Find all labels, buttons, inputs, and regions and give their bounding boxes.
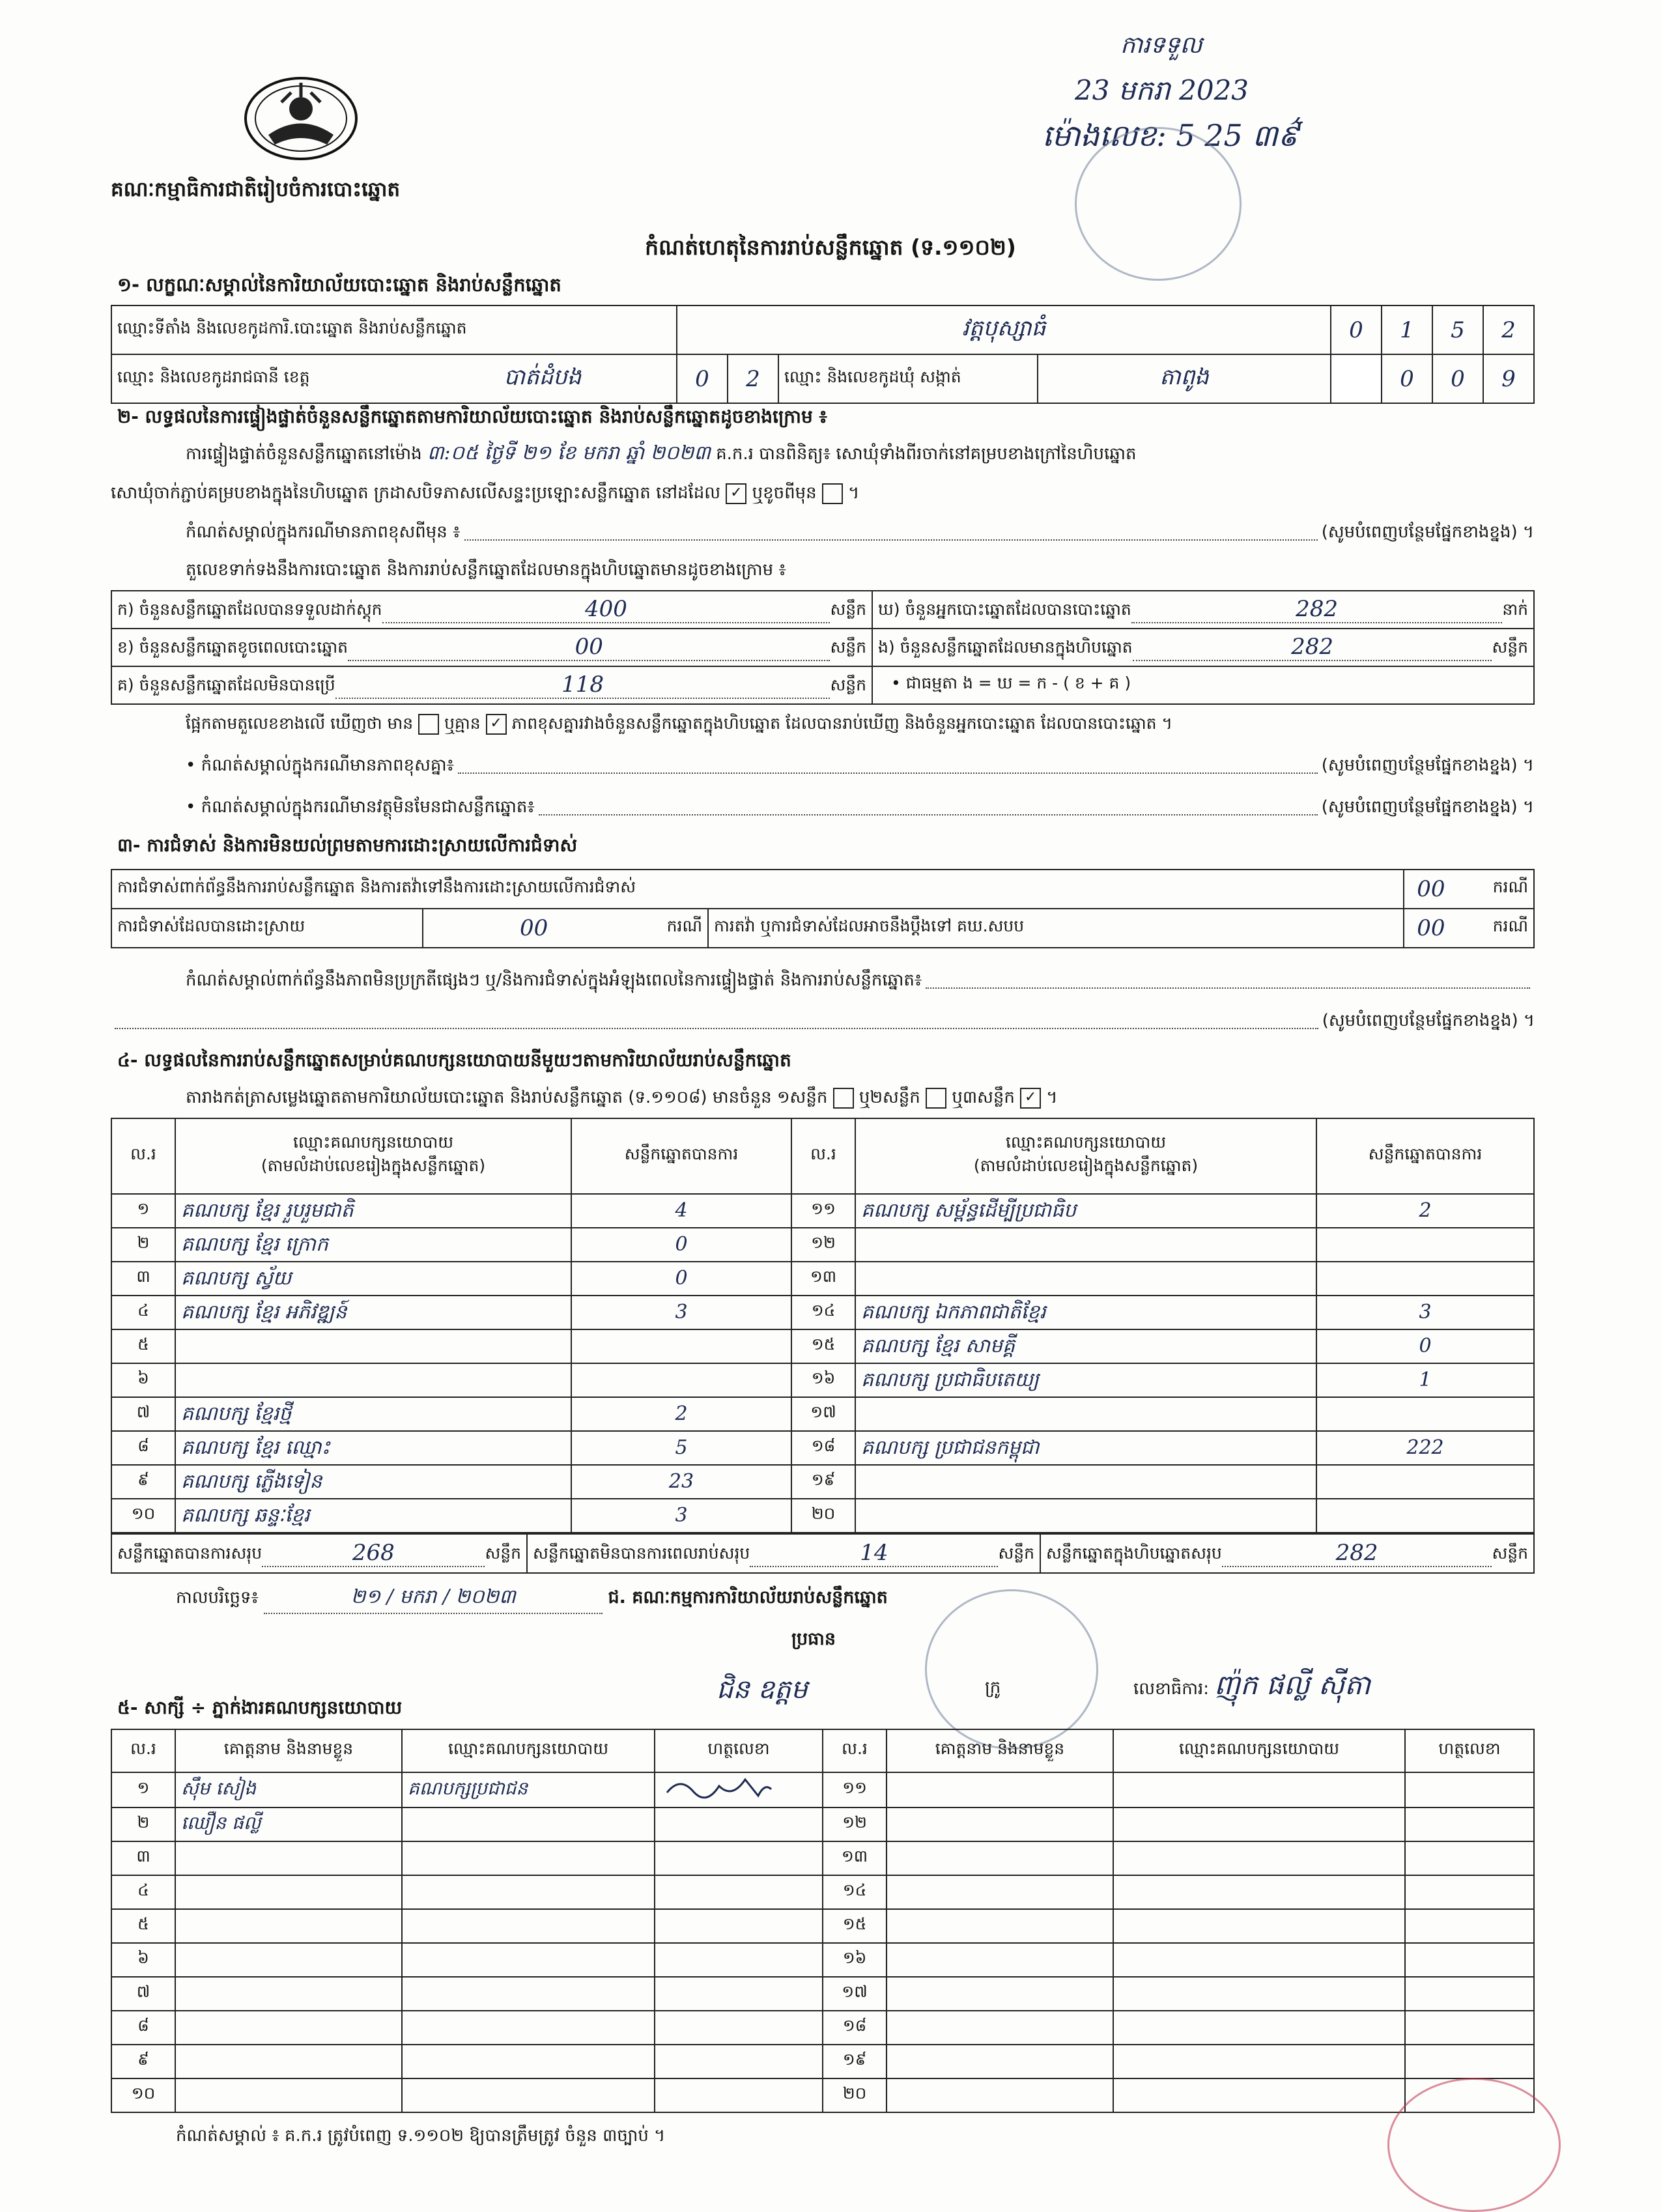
- result-votes: 5: [571, 1431, 791, 1465]
- official-stamp-bottom: [1387, 2078, 1561, 2212]
- result-party: គណបក្ស ស្វ័យ: [175, 1262, 571, 1296]
- result-votes: [1316, 1397, 1534, 1431]
- witness-party: [402, 2011, 655, 2045]
- witness-row: [111, 1909, 1534, 1943]
- resolved-unit: ករណី: [666, 916, 702, 935]
- bullet-2-label: • កំណត់សម្គាល់ក្នុងករណីមានវត្ថុមិនមែនជាសន្លឹកឆ្នោត៖: [186, 797, 535, 817]
- result-no: ៦: [111, 1363, 175, 1397]
- results-row: [111, 1262, 1534, 1296]
- result-no: ១: [111, 1194, 175, 1228]
- witness-party: [1113, 2011, 1405, 2045]
- witness-party: [1113, 1943, 1405, 1977]
- chair-signature: ជិន ឧត្តម: [717, 1675, 808, 1705]
- has-difference-checkbox[interactable]: [418, 714, 439, 735]
- resolved-label: ការជំទាស់ដែលបានដោះស្រាយ: [111, 909, 423, 948]
- witness-party: [402, 1943, 655, 1977]
- result-no: ១៤: [791, 1296, 855, 1329]
- note-1-suffix: (សូមបំពេញបន្ថែមផ្នែកខាងខ្នង) ។: [1321, 522, 1534, 542]
- col-no-right: ល.រ: [791, 1118, 855, 1194]
- witness-no: ១៣: [823, 1841, 887, 1875]
- para-1-handwritten-date: ៣:០៥ ថ្ងៃទី ២១ ខែ មករា ឆ្នាំ ២០២៣: [427, 442, 711, 464]
- section-5-heading: ៥- សាក្សី ÷ ភ្នាក់ងារគណបក្សនយោបាយ: [117, 1697, 403, 1718]
- witness-signature: [655, 1977, 823, 2011]
- date-line: [176, 1584, 888, 1614]
- witness-row: [111, 2078, 1534, 2112]
- witness-signature: [655, 1841, 823, 1875]
- witness-no: ៧: [111, 1977, 175, 2011]
- official-stamp-middle: [925, 1589, 1098, 1750]
- para-1-text-b: គ.ក.រ បានពិនិត្យ៖ សោឃុំទាំងពីរចាក់នៅគម្របខាងក្រៅនៃហិបឆ្នោត: [716, 444, 1137, 464]
- figure-b-label: ខ) ចំនួនសន្លឹកឆ្នោតខូចពេលបោះឆ្នោត: [117, 638, 348, 657]
- witness-signature: [655, 2078, 823, 2112]
- witness-row: [111, 2011, 1534, 2045]
- province-code-2: 2: [728, 354, 778, 403]
- result-no: ១២: [791, 1228, 855, 1262]
- witness-name: [887, 1909, 1113, 1943]
- figure-d-label: ឃ) ចំនួនអ្នកបោះឆ្នោតដែលបានបោះឆ្នោត: [878, 600, 1131, 619]
- witness-signature-mark: [660, 1773, 778, 1803]
- province-code-1: 0: [677, 354, 728, 403]
- commune-name: តាពូង: [1038, 354, 1331, 403]
- witness-name: [887, 1808, 1113, 1841]
- witness-name: [175, 2011, 402, 2045]
- col-party-left: ឈ្មោះគណបក្សនយោបាយ (តាមលំដាប់លេខរៀងក្នុងសន្លឹកឆ្នោត): [175, 1118, 571, 1194]
- witness-col-party-right: ឈ្មោះគណបក្សនយោបាយ: [1113, 1729, 1405, 1772]
- result-no: ៣: [111, 1262, 175, 1296]
- damaged-checkbox[interactable]: [822, 483, 843, 504]
- result-votes: 3: [571, 1499, 791, 1533]
- figure-a-value: 400: [585, 596, 627, 622]
- witness-row: [111, 1808, 1534, 1841]
- result-votes: 0: [571, 1228, 791, 1262]
- witness-no: ៤: [111, 1875, 175, 1909]
- secretary-label: លេខាធិការ:: [1133, 1679, 1210, 1699]
- total-box-unit: សន្លឹក: [1492, 1544, 1528, 1563]
- result-no: ១៥: [791, 1329, 855, 1363]
- witness-party: [402, 1841, 655, 1875]
- result-votes: 1: [1316, 1363, 1534, 1397]
- witness-party: [1113, 1808, 1405, 1841]
- result-votes: 222: [1316, 1431, 1534, 1465]
- section-2-heading: ២- លទ្ធផលនៃការផ្ទៀងផ្ទាត់ចំនួនសន្លឹកឆ្នោតតាមការិយាល័យបោះឆ្នោត និងរាប់សន្លឹកឆ្នោតដូចខាងក្រោម ៖: [117, 406, 827, 427]
- received-time: ម៉ោងលេខ: 5 25 ៣៩៌: [1042, 118, 1299, 153]
- org-name: គណៈកម្មាធិការជាតិរៀបចំការបោះឆ្នោត: [111, 178, 401, 201]
- witness-col-no-left: ល.រ: [111, 1729, 175, 1772]
- figures-table: ក) ចំនួនសន្លឹកឆ្នោតដែលបានទទួលដាក់ស្តុក 400 សន្លឹក ឃ) ចំនួនអ្នកបោះឆ្នោតដែលបានបោះឆ្នោត 282 នាក់ ខ) ចំនួនសន្លឹកឆ្នោតខូចពេលបោះឆ្នោត 00 សន្លឹក ង) ចំនួនសន្លឹកឆ្នោតដែលមានក្នុងហិបឆ្នោត 282 សន្លឹក គ) ចំនួនសន្លឹកឆ្នោតដែលមិនបានប្រើ 118 សន្លឹក • ជាធម្មតា ង = ឃ = ក - ( ខ + គ ): [111, 590, 1535, 705]
- witness-party: [402, 1875, 655, 1909]
- commune-label: ឈ្មោះ និងលេខកូដឃុំ សង្កាត់: [778, 354, 1038, 403]
- witness-no: ៨: [111, 2011, 175, 2045]
- witness-signature: [1405, 1841, 1534, 1875]
- witness-party: [402, 1909, 655, 1943]
- witness-col-sign-left: ហត្ថលេខា: [655, 1729, 823, 1772]
- witness-signature: [655, 2011, 823, 2045]
- witness-signature: [1405, 1909, 1534, 1943]
- irregularity-note-label: កំណត់សម្គាល់ពាក់ព័ន្ធនឹងភាពមិនប្រក្រតីផ្សេងៗ ឬ/និងការជំទាស់ក្នុងអំឡុងពេលនៃការផ្ទៀងផ្ទាត់ និងការរាប់សន្លឹកឆ្នោត៖: [186, 971, 922, 990]
- witness-party: [1113, 1841, 1405, 1875]
- result-votes: [571, 1363, 791, 1397]
- result-party: គណបក្ស ឆន្ទៈខ្មែរ: [175, 1499, 571, 1533]
- footer-note: កំណត់សម្គាល់ ៖ គ.ក.រ ត្រូវបំពេញ ទ.១១០២ ឱ្យបានត្រឹមត្រូវ ចំនួន ៣ច្បាប់ ។: [176, 2126, 666, 2146]
- witness-signature: [655, 1808, 823, 1841]
- figure-d-unit: នាក់: [1502, 600, 1528, 619]
- witness-name: [175, 1841, 402, 1875]
- result-party: គណបក្ស ខ្មែរ ឈ្មោះ: [175, 1431, 571, 1465]
- witness-no: ៩: [111, 2045, 175, 2078]
- figure-e-unit: សន្លឹក: [1492, 638, 1528, 657]
- witness-col-name-left: គោត្តនាម និងនាមខ្លួន: [175, 1729, 402, 1772]
- three-sheets-text: ឬ៣សន្លឹក: [952, 1088, 1015, 1107]
- witness-name: [887, 2045, 1113, 2078]
- total-valid-label: សន្លឹកឆ្នោតបានការសរុប: [117, 1544, 263, 1563]
- result-votes: 0: [1316, 1329, 1534, 1363]
- witness-party: [402, 1977, 655, 2011]
- results-row: [111, 1431, 1534, 1465]
- resolved-value: 00: [520, 915, 548, 941]
- station-name: វត្តបុស្សាធំ: [677, 305, 1331, 354]
- witness-no: ១១: [823, 1772, 887, 1808]
- witness-party: [1113, 1977, 1405, 2011]
- secretary-line: [1133, 1667, 1370, 1708]
- witness-signature: [1405, 2011, 1534, 2045]
- result-votes: 4: [571, 1194, 791, 1228]
- total-invalid-label: សន្លឹកឆ្នោតមិនបានការពេលរាប់សរុប: [533, 1544, 750, 1563]
- section-2-para-2: សោឃុំចាក់ភ្ជាប់គម្របខាងក្នុងនៃហិបឆ្នោត ក្រដាសបិទភាសលើសន្ទះប្រឡោះសន្លឹកឆ្នោត នៅដដែល ✓ ឬខូចពីមុន ។: [111, 483, 860, 503]
- witness-name: [887, 1841, 1113, 1875]
- witness-no: ២០: [823, 2078, 887, 2112]
- result-party: គណបក្ស ខ្មែរ ក្រោក: [175, 1228, 571, 1262]
- witness-no: ១: [111, 1772, 175, 1808]
- witness-col-party-left: ឈ្មោះគណបក្សនយោបាយ: [402, 1729, 655, 1772]
- figure-b-unit: សន្លឹក: [830, 638, 866, 657]
- irregularity-note-line-2: [111, 1010, 1535, 1034]
- witness-party: [1113, 2078, 1405, 2112]
- para-2-text: សោឃុំចាក់ភ្ជាប់គម្របខាងក្នុងនៃហិបឆ្នោត ក្រដាសបិទភាសលើសន្ទះប្រឡោះសន្លឹកឆ្នោត នៅដដែល: [111, 483, 721, 503]
- result-no: ២០: [791, 1499, 855, 1533]
- result-no: ៧: [111, 1397, 175, 1431]
- result-votes: 2: [571, 1397, 791, 1431]
- witness-no: ៦: [111, 1943, 175, 1977]
- result-votes: [1316, 1262, 1534, 1296]
- results-row: [111, 1329, 1534, 1363]
- result-party: គណបក្ស ប្រជាជនកម្ពុជា: [855, 1431, 1316, 1465]
- bullet-1-suffix: (សូមបំពេញបន្ថែមផ្នែកខាងខ្នង) ។: [1321, 756, 1534, 775]
- total-box-label: សន្លឹកឆ្នោតក្នុងហិបឆ្នោតសរុប: [1046, 1544, 1222, 1563]
- station-label: ឈ្មោះទីតាំង និងលេខកូដការិ.បោះឆ្នោត និងរាប់សន្លឹកឆ្នោត: [111, 305, 677, 354]
- col-votes-left: សន្លឹកឆ្នោតបានការ: [571, 1118, 791, 1194]
- total-invalid-value: 14: [860, 1540, 888, 1566]
- witness-party: [1113, 2045, 1405, 2078]
- witness-name: [887, 1772, 1113, 1808]
- result-votes: [1316, 1499, 1534, 1533]
- station-code-1: 0: [1331, 305, 1382, 354]
- witness-signature: [655, 1909, 823, 1943]
- result-party: [855, 1228, 1316, 1262]
- witness-row: [111, 1875, 1534, 1909]
- totals-table: [111, 1533, 1535, 1574]
- results-table: [111, 1118, 1535, 1533]
- witness-row: [111, 2045, 1534, 2078]
- bullet-difference: [186, 754, 1534, 779]
- objection-unit-1: ករណី: [1458, 870, 1534, 909]
- province-label: ឈ្មោះ និងលេខកូដរាជធានី ខេត្ត: [117, 367, 310, 386]
- witness-no: ២: [111, 1808, 175, 1841]
- compare-text-c: ភាពខុសគ្នារវាងចំនួនសន្លឹកឆ្នោតក្នុងហិបឆ្នោត ដែលបានរាប់ឃើញ និងចំនួនអ្នកបោះឆ្នោត ដែលបានបោះឆ្នោត ។: [511, 714, 1172, 733]
- result-no: ៥: [111, 1329, 175, 1363]
- result-party: គណបក្ស ខ្មែរ រួបរួមជាតិ: [175, 1194, 571, 1228]
- compare-text-a: ផ្អែកតាមតួលេខខាងលើ ឃើញថា មាន: [186, 714, 414, 733]
- appeal-value: 00: [1404, 909, 1458, 948]
- appeal-label: ការតវ៉ា ឬការជំទាស់ដែលអាចនឹងប្តឹងទៅ គឃ.សបប: [708, 909, 1404, 948]
- results-row: [111, 1228, 1534, 1262]
- witness-signature: [655, 2045, 823, 2078]
- witness-col-sign-right: ហត្ថលេខា: [1405, 1729, 1534, 1772]
- figure-formula: ជាធម្មតា ង = ឃ = ក - ( ខ + គ ): [905, 674, 1131, 692]
- result-party: គណបក្ស ខ្មែរ អភិវឌ្ឍន៍: [175, 1296, 571, 1329]
- witness-name: [175, 1909, 402, 1943]
- witness-party: [402, 2045, 655, 2078]
- result-no: ១៩: [791, 1465, 855, 1499]
- station-code-3: 5: [1432, 305, 1483, 354]
- witness-row: [111, 1772, 1534, 1808]
- figure-c-label: គ) ចំនួនសន្លឹកឆ្នោតដែលមិនបានប្រើ: [117, 675, 335, 694]
- chair-label: ប្រធាន: [791, 1629, 836, 1649]
- witness-no: ១៤: [823, 1875, 887, 1909]
- witness-name: ស៊ឹម សៀង: [175, 1772, 402, 1808]
- station-code-2: 1: [1382, 305, 1432, 354]
- no-difference-checkbox[interactable]: ✓: [486, 714, 507, 735]
- result-party: [855, 1465, 1316, 1499]
- bullet-non-ballot: [186, 796, 1534, 821]
- objection-value-1: 00: [1404, 870, 1458, 909]
- figure-d-value: 282: [1296, 596, 1338, 622]
- result-votes: 3: [571, 1296, 791, 1329]
- section-1-table: [111, 305, 1535, 404]
- section-1-heading: ១- លក្ខណៈសម្គាល់នៃការិយាល័យបោះឆ្នោត និងរាប់សន្លឹកឆ្នោត: [117, 274, 561, 296]
- witness-signature: [1405, 1772, 1534, 1808]
- tally-sheets-line: តារាងកត់ត្រាសម្លេងឆ្នោតតាមការិយាល័យបោះឆ្នោត និងរាប់សន្លឹកឆ្នោត (ទ.១១០៨) មានចំនួន ១សន្លឹក ឬ២សន្លឹក ឬ៣សន្លឹក ✓ ។: [186, 1088, 1058, 1107]
- witness-no: ១០: [111, 2078, 175, 2112]
- witness-name: [887, 1943, 1113, 1977]
- result-no: ១១: [791, 1194, 855, 1228]
- result-party: គណបក្ស ខ្មែរ សាមគ្គី: [855, 1329, 1316, 1363]
- col-party-right: ឈ្មោះគណបក្សនយោបាយ (តាមលំដាប់លេខរៀងក្នុងសន្លឹកឆ្នោត): [855, 1118, 1316, 1194]
- witness-no: ៥: [111, 1909, 175, 1943]
- witness-party: គណបក្សប្រជាជន: [402, 1772, 655, 1808]
- date-label: កាលបរិច្ឆេទ៖: [176, 1588, 259, 1608]
- result-votes: 23: [571, 1465, 791, 1499]
- figure-e-label: ង) ចំនួនសន្លឹកឆ្នោតដែលមានក្នុងហិបឆ្នោត: [878, 638, 1133, 657]
- witness-name: [175, 2078, 402, 2112]
- result-party: គណបក្ស ភ្លើងទៀន: [175, 1465, 571, 1499]
- result-no: ១៦: [791, 1363, 855, 1397]
- witness-signature: [1405, 2045, 1534, 2078]
- witness-no: ១៩: [823, 2045, 887, 2078]
- witness-name: [887, 1977, 1113, 2011]
- witness-no: ១៧: [823, 1977, 887, 2011]
- total-invalid-unit: សន្លឹក: [998, 1544, 1034, 1563]
- result-party: [855, 1397, 1316, 1431]
- result-party: [175, 1363, 571, 1397]
- note-difference: [186, 521, 1534, 546]
- witness-party: [402, 1808, 655, 1841]
- date-value: ២១ / មករា / ២០២៣: [264, 1584, 603, 1614]
- result-party: [855, 1262, 1316, 1296]
- results-row: [111, 1465, 1534, 1499]
- section-4-heading: ៤- លទ្ធផលនៃការរាប់សន្លឹកឆ្នោតសម្រាប់គណបក្សនយោបាយនីមួយៗតាមការិយាល័យរាប់សន្លឹកឆ្នោត: [117, 1049, 791, 1071]
- received-date: 23 មករា 2023: [1075, 74, 1249, 106]
- commune-code-3: 9: [1483, 354, 1534, 403]
- witness-signature: [655, 1875, 823, 1909]
- result-votes: [1316, 1465, 1534, 1499]
- witness-table: [111, 1729, 1535, 2113]
- two-sheets-checkbox[interactable]: [926, 1088, 946, 1109]
- results-row: [111, 1194, 1534, 1228]
- witness-no: ១២: [823, 1808, 887, 1841]
- col-no-left: ល.រ: [111, 1118, 175, 1194]
- witness-row: [111, 1841, 1534, 1875]
- results-row: [111, 1499, 1534, 1533]
- col-votes-right: សន្លឹកឆ្នោតបានការ: [1316, 1118, 1534, 1194]
- total-valid-value: 268: [352, 1540, 395, 1566]
- results-row: [111, 1397, 1534, 1431]
- one-sheet-checkbox[interactable]: [833, 1088, 854, 1109]
- document-title: កំណត់ហេតុនៃការរាប់សន្លឹកឆ្នោត (ទ.១១០២): [645, 234, 1016, 260]
- figure-c-value: 118: [561, 672, 604, 698]
- witness-signature: [655, 1772, 823, 1808]
- witness-name: [175, 2045, 402, 2078]
- result-party: គណបក្ស ខ្មែរថ្មី: [175, 1397, 571, 1431]
- tally-sheets-text: តារាងកត់ត្រាសម្លេងឆ្នោតតាមការិយាល័យបោះឆ្នោត និងរាប់សន្លឹកឆ្នោត (ទ.១១០៨) មានចំនួន ១សន្លឹក: [186, 1088, 828, 1107]
- station-code-4: 2: [1483, 305, 1534, 354]
- figure-e-value: 282: [1291, 634, 1333, 660]
- witness-col-no-right: ល.រ: [823, 1729, 887, 1772]
- result-party: គណបក្ស ប្រជាធិបតេយ្យ: [855, 1363, 1316, 1397]
- emblem-logo: [242, 73, 360, 164]
- result-party: គណបក្ស ឯកភាពជាតិខ្មែរ: [855, 1296, 1316, 1329]
- witness-name: ឈឿន ផល្លី: [175, 1808, 402, 1841]
- witness-party: [1113, 1875, 1405, 1909]
- witness-row: [111, 1943, 1534, 1977]
- total-valid-unit: សន្លឹក: [485, 1544, 521, 1563]
- result-party: [175, 1329, 571, 1363]
- witness-party: [402, 2078, 655, 2112]
- result-no: ១៣: [791, 1262, 855, 1296]
- bullet-1-label: • កំណត់សម្គាល់ក្នុងករណីមានភាពខុសគ្នា៖: [186, 756, 455, 775]
- three-sheets-checkbox[interactable]: ✓: [1020, 1088, 1041, 1109]
- result-no: ៨: [111, 1431, 175, 1465]
- secretary-name: ញ៉ុក ផល្លី ស៊ីតា: [1214, 1669, 1370, 1701]
- compare-text-b: ឬគ្មាន: [444, 714, 481, 733]
- appeal-unit: ករណី: [1458, 909, 1534, 948]
- objection-label-1: ការជំទាស់ពាក់ព័ន្ធនឹងការរាប់សន្លឹកឆ្នោត និងការតវ៉ាទៅនឹងការដោះស្រាយលើការជំទាស់: [111, 870, 1404, 909]
- witness-signature: [1405, 1808, 1534, 1841]
- chair-title: ក្រូ: [985, 1678, 1001, 1697]
- result-votes: [1316, 1228, 1534, 1262]
- two-sheets-text: ឬ២សន្លឹក: [859, 1088, 920, 1107]
- witness-signature: [1405, 1943, 1534, 1977]
- witness-name: [175, 1943, 402, 1977]
- witness-party: [1113, 1909, 1405, 1943]
- result-no: ៤: [111, 1296, 175, 1329]
- witness-signature: [1405, 1977, 1534, 2011]
- same-checkbox[interactable]: ✓: [726, 483, 746, 504]
- witness-col-name-right: គោត្តនាម និងនាមខ្លួន: [887, 1729, 1113, 1772]
- result-no: ២: [111, 1228, 175, 1262]
- compare-line: [186, 714, 1172, 737]
- result-party: គណបក្ស សម្ព័ន្ធដើម្បីប្រជាធិប: [855, 1194, 1316, 1228]
- result-votes: 2: [1316, 1194, 1534, 1228]
- commune-code-2: 0: [1432, 354, 1483, 403]
- witness-signature: [655, 1943, 823, 1977]
- witness-name: [887, 2078, 1113, 2112]
- para-2-or: ឬខូចពីមុន: [752, 483, 817, 503]
- figure-b-value: 00: [575, 634, 603, 660]
- irregularity-note-suffix: (សូមបំពេញបន្ថែមផ្នែកខាងខ្នង) ។: [1322, 1011, 1535, 1030]
- witness-no: ៣: [111, 1841, 175, 1875]
- witness-no: ១៨: [823, 2011, 887, 2045]
- received-label: ការទទួល: [1120, 32, 1202, 59]
- witness-name: [887, 2011, 1113, 2045]
- result-votes: [571, 1329, 791, 1363]
- para-1-text-a: ការផ្ទៀងផ្ទាត់ចំនួនសន្លឹកឆ្នោតនៅម៉ោង: [186, 444, 422, 464]
- figure-c-unit: សន្លឹក: [830, 675, 866, 694]
- result-no: ១០: [111, 1499, 175, 1533]
- figures-intro: តួលេខទាក់ទងនឹងការបោះឆ្នោត និងការរាប់សន្លឹកឆ្នោតដែលមានក្នុងហិបឆ្នោតមានដូចខាងក្រោម ៖: [186, 560, 786, 580]
- results-row: [111, 1296, 1534, 1329]
- committee-label: ជ. គណៈកម្មការការិយាល័យរាប់សន្លឹកឆ្នោត: [608, 1587, 888, 1608]
- irregularity-note: [186, 969, 1534, 994]
- witness-signature: [1405, 1875, 1534, 1909]
- witness-name: [887, 1875, 1113, 1909]
- section-3-heading: ៣- ការជំទាស់ និងការមិនយល់ព្រមតាមការដោះស្រាយលើការជំទាស់: [117, 834, 578, 856]
- result-no: ៩: [111, 1465, 175, 1499]
- witness-no: ១៥: [823, 1909, 887, 1943]
- bullet-2-suffix: (សូមបំពេញបន្ថែមផ្នែកខាងខ្នង) ។: [1321, 797, 1534, 817]
- result-no: ១៨: [791, 1431, 855, 1465]
- witness-row: [111, 1977, 1534, 2011]
- witness-name: [175, 1977, 402, 2011]
- result-no: ១៧: [791, 1397, 855, 1431]
- result-votes: 0: [571, 1262, 791, 1296]
- section-2-para-1: [186, 440, 1136, 469]
- objections-table: [111, 869, 1535, 948]
- commune-code-1: 0: [1382, 354, 1432, 403]
- result-votes: 3: [1316, 1296, 1534, 1329]
- figure-a-unit: សន្លឹក: [830, 600, 866, 619]
- results-row: [111, 1363, 1534, 1397]
- figure-a-label: ក) ចំនួនសន្លឹកឆ្នោតដែលបានទទួលដាក់ស្តុក: [117, 600, 382, 619]
- province-name: បាត់ដំបង: [504, 363, 582, 390]
- witness-name: [175, 1875, 402, 1909]
- total-box-value: 282: [1335, 1540, 1378, 1566]
- result-party: [855, 1499, 1316, 1533]
- witness-no: ១៦: [823, 1943, 887, 1977]
- witness-party: [1113, 1772, 1405, 1808]
- note-1-label: កំណត់សម្គាល់ក្នុងករណីមានភាពខុសពីមុន ៖: [186, 522, 461, 542]
